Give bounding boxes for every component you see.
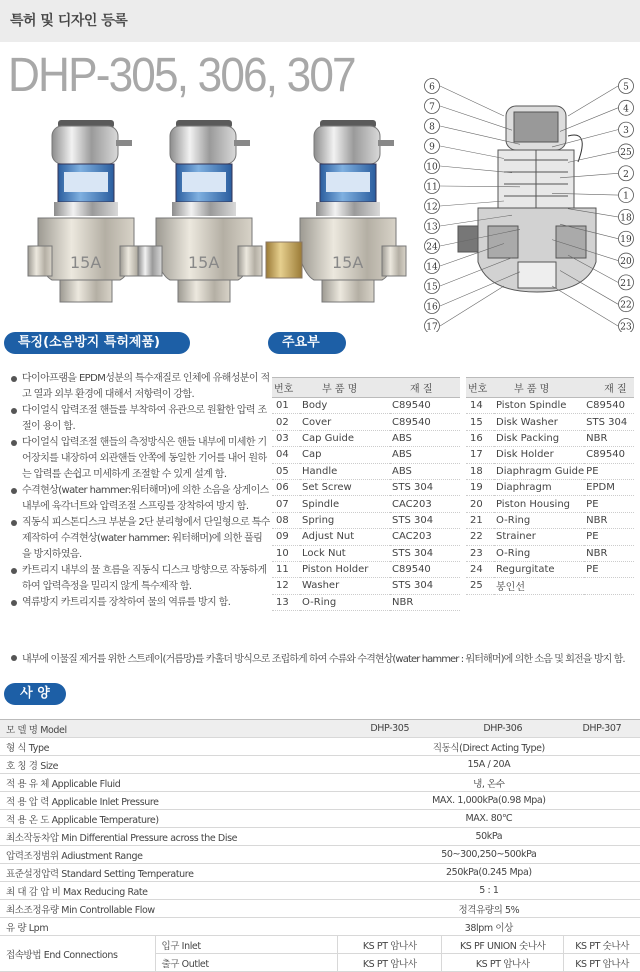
spec-model-row (0, 720, 640, 738)
part-name: O-Ring (494, 545, 584, 561)
part-number: 04 (272, 447, 300, 463)
part-material: CAC203 (390, 529, 460, 545)
part-name: Piston Holder (300, 561, 390, 577)
spec-value: 정격유량의 5% (338, 900, 640, 918)
parts-row (272, 463, 460, 479)
diagram-callout-number: 16 (426, 302, 438, 313)
part-material: NBR (584, 430, 634, 446)
valve-size-label: 15A (332, 253, 364, 272)
spec-inlet-label: 입구 Inlet (155, 936, 338, 954)
diagram-callout-number: 10 (426, 162, 438, 173)
part-name: Strainer (494, 529, 584, 545)
part-name: Cap (300, 447, 390, 463)
col-material: 재 질 (390, 378, 460, 398)
parts-header-row (272, 378, 460, 398)
part-number: 01 (272, 398, 300, 414)
parts-row (272, 496, 460, 512)
valve-image-305 (28, 120, 144, 302)
diagram-callout-number: 3 (623, 126, 629, 137)
valve-size-label: 15A (188, 253, 220, 272)
part-material: ABS (390, 463, 460, 479)
spec-row (0, 864, 640, 882)
part-name: Disk Packing (494, 430, 584, 446)
part-material: STS 304 (584, 414, 634, 430)
spec-label: 최 대 감 압 비 Max Reducing Rate (0, 882, 338, 900)
part-number: 06 (272, 479, 300, 495)
part-name: Lock Nut (300, 545, 390, 561)
part-material: C89540 (584, 398, 634, 414)
diagram-callout-number: 9 (429, 142, 435, 153)
parts-row (272, 578, 460, 594)
part-material: STS 304 (390, 578, 460, 594)
spec-row (0, 918, 640, 936)
spec-row (0, 846, 640, 864)
cross-section-diagram (418, 76, 640, 332)
model-307: DHP-307 (564, 720, 640, 738)
valve-image-306 (138, 120, 262, 302)
parts-row (466, 496, 634, 512)
spec-outlet-value: KS PT 암나사 (338, 954, 442, 972)
feature-item: 다이아프램을 EPDM성분의 특수재질로 인체에 유해성분이 적고 열과 외부 환경에 대해서 저항력이 강함. (8, 371, 270, 403)
spec-label: 최소작동차압 Min Differential Pressure across the Dise (0, 828, 338, 846)
spec-row (0, 738, 640, 756)
part-number: 22 (466, 529, 494, 545)
diagram-callout-number: 4 (623, 104, 629, 115)
parts-badge: 주요부품 (268, 332, 346, 354)
spec-row (0, 828, 640, 846)
parts-row (272, 414, 460, 430)
parts-row (466, 463, 634, 479)
col-no: 번호 (272, 378, 300, 398)
part-number: 12 (272, 578, 300, 594)
parts-header-row (466, 378, 634, 398)
part-material: C89540 (390, 561, 460, 577)
spec-value: 50~300,250~500kPa (338, 846, 640, 864)
spec-inlet-value: KS PT 숫나사 (564, 936, 640, 954)
spec-label: 최소조정유량 Min Controllable Flow (0, 900, 338, 918)
spec-row (0, 882, 640, 900)
spec-badge: 사 양 (4, 683, 66, 705)
features-list (8, 371, 270, 611)
spec-outlet-value: KS PT 암나사 (442, 954, 564, 972)
diagram-callout-number: 15 (426, 282, 438, 293)
model-title: DHP-305, 306, 307 (8, 49, 355, 102)
spec-value: 5 : 1 (338, 882, 640, 900)
part-material: PE (584, 463, 634, 479)
part-material: C89540 (584, 447, 634, 463)
diagram-callout-number: 14 (426, 262, 438, 273)
parts-row (466, 561, 634, 577)
diagram-callout-number: 18 (620, 213, 632, 224)
parts-row (272, 561, 460, 577)
spec-row (0, 810, 640, 828)
diagram-callout-number: 6 (429, 82, 435, 93)
part-number: 03 (272, 430, 300, 446)
part-name: Piston Spindle (494, 398, 584, 414)
part-name: Washer (300, 578, 390, 594)
col-name: 부 품 명 (300, 378, 390, 398)
spec-value: 직동식(Direct Acting Type) (338, 738, 640, 756)
part-material: CAC203 (390, 496, 460, 512)
part-number: 25 (466, 578, 494, 594)
parts-row (466, 414, 634, 430)
part-name: Regurgitate (494, 561, 584, 577)
part-name: 봉인선 (494, 578, 584, 594)
feature-item: 수격현상(water hammer:워터해머)에 의한 소음을 상게이스 내부에 육각너트와 압력조절 스프링를 장착하여 방지 함. (8, 483, 270, 515)
part-name: Spindle (300, 496, 390, 512)
diagram-callout-number: 21 (620, 278, 632, 289)
parts-row (466, 529, 634, 545)
diagram-callout-number: 8 (429, 122, 435, 133)
part-material (584, 578, 634, 594)
part-number: 19 (466, 479, 494, 495)
part-name: Cap Guide (300, 430, 390, 446)
parts-row (272, 398, 460, 414)
parts-row (466, 447, 634, 463)
parts-row (466, 430, 634, 446)
diagram-callout-number: 2 (623, 169, 629, 180)
part-name: Disk Holder (494, 447, 584, 463)
part-material: PE (584, 496, 634, 512)
spec-label: 형 식 Type (0, 738, 338, 756)
part-name: Cover (300, 414, 390, 430)
diagram-callout-number: 19 (620, 235, 632, 246)
part-material: C89540 (390, 414, 460, 430)
part-material: C89540 (390, 398, 460, 414)
part-number: 15 (466, 414, 494, 430)
part-number: 18 (466, 463, 494, 479)
spec-model-label: 모 델 명 Model (0, 720, 338, 738)
part-number: 09 (272, 529, 300, 545)
parts-row (466, 512, 634, 528)
part-name: Set Screw (300, 479, 390, 495)
page-header-title: 특허 및 디자인 등록 (10, 13, 128, 29)
feature-item: 직동식 피스톤디스크 부분을 2단 분리형에서 단일형으로 특수 제작하여 수격현상(water hammer: 워터해머)에 의한 풀림을 방지하였음. (8, 515, 270, 563)
diagram-body (458, 106, 596, 292)
diagram-callout (568, 144, 634, 162)
parts-table-left (272, 377, 460, 611)
diagram-callout-number: 12 (426, 202, 438, 213)
col-name: 부 품 명 (494, 378, 584, 398)
spec-label: 표준설정압력 Standard Setting Temperature (0, 864, 338, 882)
spec-label: 적 용 유 체 Applicable Fluid (0, 774, 338, 792)
spec-outlet-label: 출구 Outlet (155, 954, 338, 972)
part-material: PE (584, 529, 634, 545)
part-material: ABS (390, 430, 460, 446)
parts-row (272, 545, 460, 561)
spec-inlet-value: KS PF UNION 숫나사 (442, 936, 564, 954)
part-number: 17 (466, 447, 494, 463)
spec-value: 15A / 20A (338, 756, 640, 774)
part-name: Handle (300, 463, 390, 479)
part-name: Adjust Nut (300, 529, 390, 545)
col-no: 번호 (466, 378, 494, 398)
diagram-callout-number: 5 (623, 82, 629, 93)
spec-label: 적 용 온 도 Applicable Temperature) (0, 810, 338, 828)
parts-table-right (466, 377, 634, 595)
part-material: ABS (390, 447, 460, 463)
diagram-callout-number: 24 (426, 242, 438, 253)
features-badge: 특징(소음방지 특허제품) (4, 332, 190, 354)
diagram-callout-number: 7 (429, 102, 435, 113)
part-number: 21 (466, 512, 494, 528)
model-306: DHP-306 (442, 720, 564, 738)
spec-connection-inlet-row (0, 936, 640, 954)
parts-row (272, 529, 460, 545)
spec-label: 유 량 Lpm (0, 918, 338, 936)
part-name: Spring (300, 512, 390, 528)
part-material: PE (584, 561, 634, 577)
part-number: 05 (272, 463, 300, 479)
part-material: NBR (584, 512, 634, 528)
feature-item: 다이얼식 압력조절 핸들를 부착하여 유관으로 원활한 압력 조절이 용이 함. (8, 403, 270, 435)
model-305: DHP-305 (338, 720, 442, 738)
diagram-callout-number: 25 (620, 147, 632, 158)
part-number: 07 (272, 496, 300, 512)
part-number: 16 (466, 430, 494, 446)
spec-value: MAX. 80℃ (338, 810, 640, 828)
part-number: 13 (272, 594, 300, 610)
spec-inlet-value: KS PT 암나사 (338, 936, 442, 954)
valve-image-307 (266, 120, 406, 302)
spec-row (0, 756, 640, 774)
parts-row (466, 479, 634, 495)
valve-size-label: 15A (70, 253, 102, 272)
product-photos (0, 118, 418, 323)
parts-row (272, 430, 460, 446)
diagram-callout-number: 11 (426, 182, 438, 193)
parts-row (272, 594, 460, 610)
parts-row (466, 545, 634, 561)
part-material: STS 304 (390, 512, 460, 528)
part-material: NBR (584, 545, 634, 561)
part-material: NBR (390, 594, 460, 610)
features-note: 내부에 이물질 제거를 위한 스트레이(거름망)를 카홀더 방식으로 조립하게 하여 수류와 수격현상(water hammer : 워터해머)에 의한 소음 및 회전을 방지 함. (8, 653, 640, 667)
diagram-callout-number: 13 (426, 222, 438, 233)
part-number: 23 (466, 545, 494, 561)
diagram-callout (425, 139, 505, 159)
part-number: 08 (272, 512, 300, 528)
part-number: 11 (272, 561, 300, 577)
parts-row (466, 578, 634, 594)
spec-value: 50kPa (338, 828, 640, 846)
feature-item: 카트리지 내부의 물 흐름을 직동식 디스크 방향으로 작동하게 하여 압력측정을 밀리지 않게 특수제작 함. (8, 563, 270, 595)
feature-item: 다이얼식 압력조절 핸들의 측정방식은 핸들 내부에 미세한 기어장치를 내장하여 외관핸들 안쪽에 동일한 기어를 내어 원하는 압력를 손쉽고 미세하게 조절할 수 있게 설계 함. (8, 435, 270, 483)
diagram-callout-number: 17 (426, 322, 438, 332)
spec-value: MAX. 1,000kPa(0.98 Mpa) (338, 792, 640, 810)
diagram-callout (425, 272, 521, 314)
spec-label: 압력조정범위 Adiustment Range (0, 846, 338, 864)
part-name: O-Ring (300, 594, 390, 610)
col-material: 재 질 (584, 378, 634, 398)
spec-row (0, 774, 640, 792)
part-name: Body (300, 398, 390, 414)
parts-row (466, 398, 634, 414)
part-name: Diaphragm (494, 479, 584, 495)
diagram-callout-number: 20 (620, 257, 632, 268)
spec-label: 적 용 압 력 Applicable Inlet Pressure (0, 792, 338, 810)
part-name: Piston Housing (494, 496, 584, 512)
spec-row (0, 792, 640, 810)
part-material: STS 304 (390, 545, 460, 561)
spec-row (0, 900, 640, 918)
parts-row (272, 447, 460, 463)
spec-table (0, 719, 640, 972)
page-header (0, 0, 640, 42)
part-number: 20 (466, 496, 494, 512)
part-number: 24 (466, 561, 494, 577)
part-number: 02 (272, 414, 300, 430)
spec-connections-label: 접속방법 End Connections (0, 936, 155, 972)
part-number: 14 (466, 398, 494, 414)
spec-outlet-value: KS PT 암나사 (564, 954, 640, 972)
diagram-callout-number: 1 (623, 191, 629, 202)
part-number: 10 (272, 545, 300, 561)
spec-value: 250kPa(0.245 Mpa) (338, 864, 640, 882)
diagram-callout-number: 22 (620, 300, 632, 311)
spec-label: 호 칭 경 Size (0, 756, 338, 774)
part-name: O-Ring (494, 512, 584, 528)
parts-row (272, 512, 460, 528)
part-name: Diaphragm Guide (494, 463, 584, 479)
spec-value: 38lpm 이상 (338, 918, 640, 936)
part-material: STS 304 (390, 479, 460, 495)
feature-item: 역류방지 카트리지를 장착하여 물의 역류를 방지 함. (8, 595, 270, 611)
part-material: EPDM (584, 479, 634, 495)
parts-row (272, 479, 460, 495)
diagram-callout-number: 23 (620, 322, 632, 332)
part-name: Disk Washer (494, 414, 584, 430)
spec-value: 냉, 온수 (338, 774, 640, 792)
